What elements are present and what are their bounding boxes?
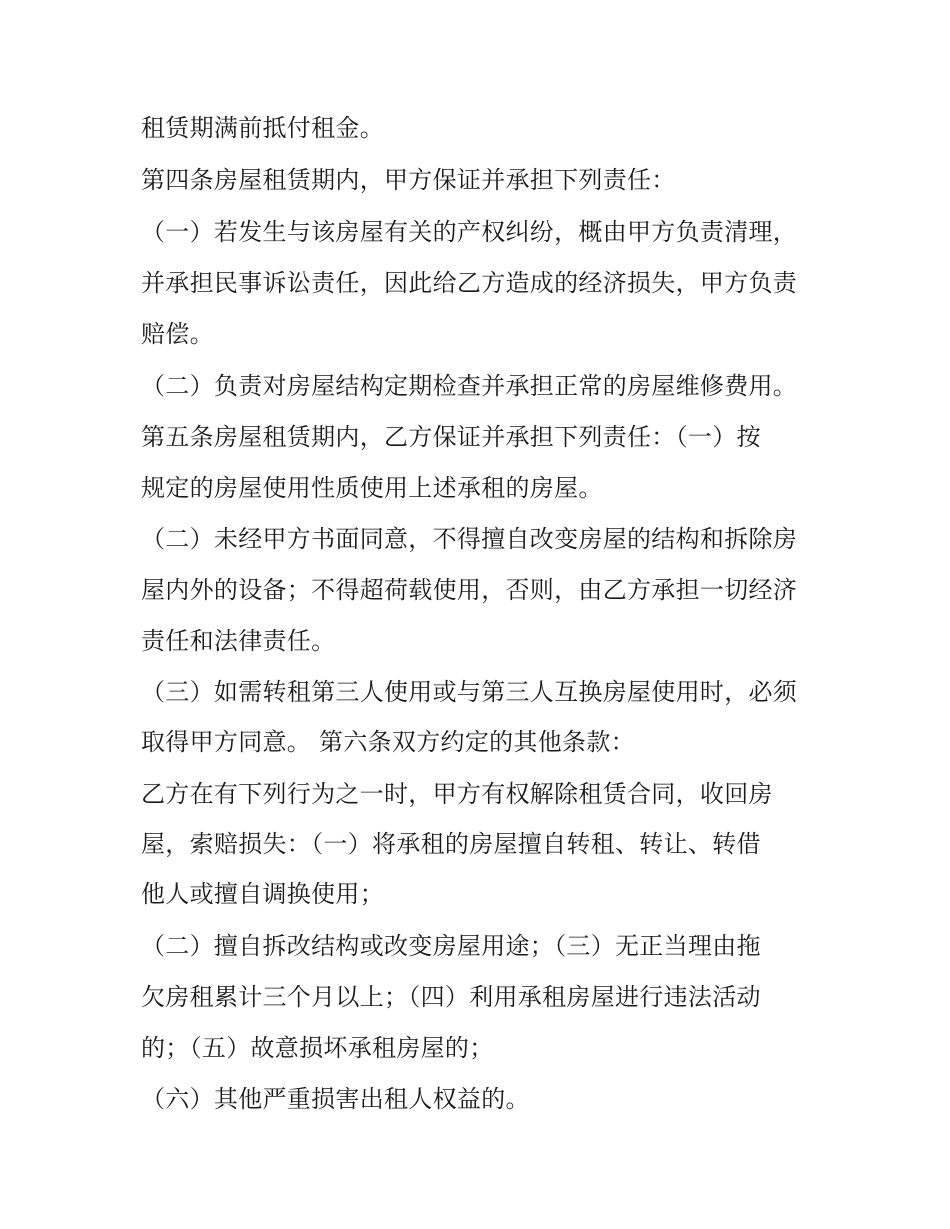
text-line: （三）如需转租第三人使用或与第三人互换房屋使用时，必须	[141, 678, 798, 706]
text-line: （二）未经甲方书面同意，不得擅自改变房屋的结构和拆除房	[141, 525, 798, 553]
text-line: 租赁期满前抵付租金。	[141, 114, 384, 142]
text-line: 责任和法律责任。	[141, 627, 336, 655]
text-line: 乙方在有下列行为之一时，甲方有权解除租赁合同，收回房	[141, 780, 773, 808]
text-line: 的；（五）故意损坏承租房屋的；	[141, 1034, 494, 1062]
text-line: 屋内外的设备；不得超荷载使用，否则，由乙方承担一切经济	[141, 576, 798, 604]
text-line: 第四条房屋租赁期内，甲方保证并承担下列责任：	[141, 166, 676, 194]
text-line: 并承担民事诉讼责任，因此给乙方造成的经济损失，甲方负责	[141, 269, 798, 297]
text-line: 规定的房屋使用性质使用上述承租的房屋。	[141, 474, 603, 502]
text-line: （一）若发生与该房屋有关的产权纠纷，概由甲方负责清理，	[141, 218, 798, 246]
text-line: 赔偿。	[141, 320, 214, 348]
text-line: 屋，索赔损失：（一）将承租的房屋擅自转租、转让、转借	[141, 830, 761, 858]
text-line: 取得甲方同意。 第六条双方约定的其他条款：	[141, 728, 635, 756]
text-line: （二）负责对房屋结构定期检查并承担正常的房屋维修费用。	[141, 372, 798, 400]
text-line: （二）擅自拆改结构或改变房屋用途；（三）无正当理由拖	[141, 932, 761, 960]
text-line: （六）其他严重损害出租人权益的。	[141, 1085, 530, 1113]
text-line: 欠房租累计三个月以上；（四）利用承租房屋进行违法活动	[141, 983, 761, 1011]
text-line: 他人或擅自调换使用；	[141, 880, 384, 908]
text-line: 第五条房屋租赁期内，乙方保证并承担下列责任：（一）按	[141, 423, 761, 451]
